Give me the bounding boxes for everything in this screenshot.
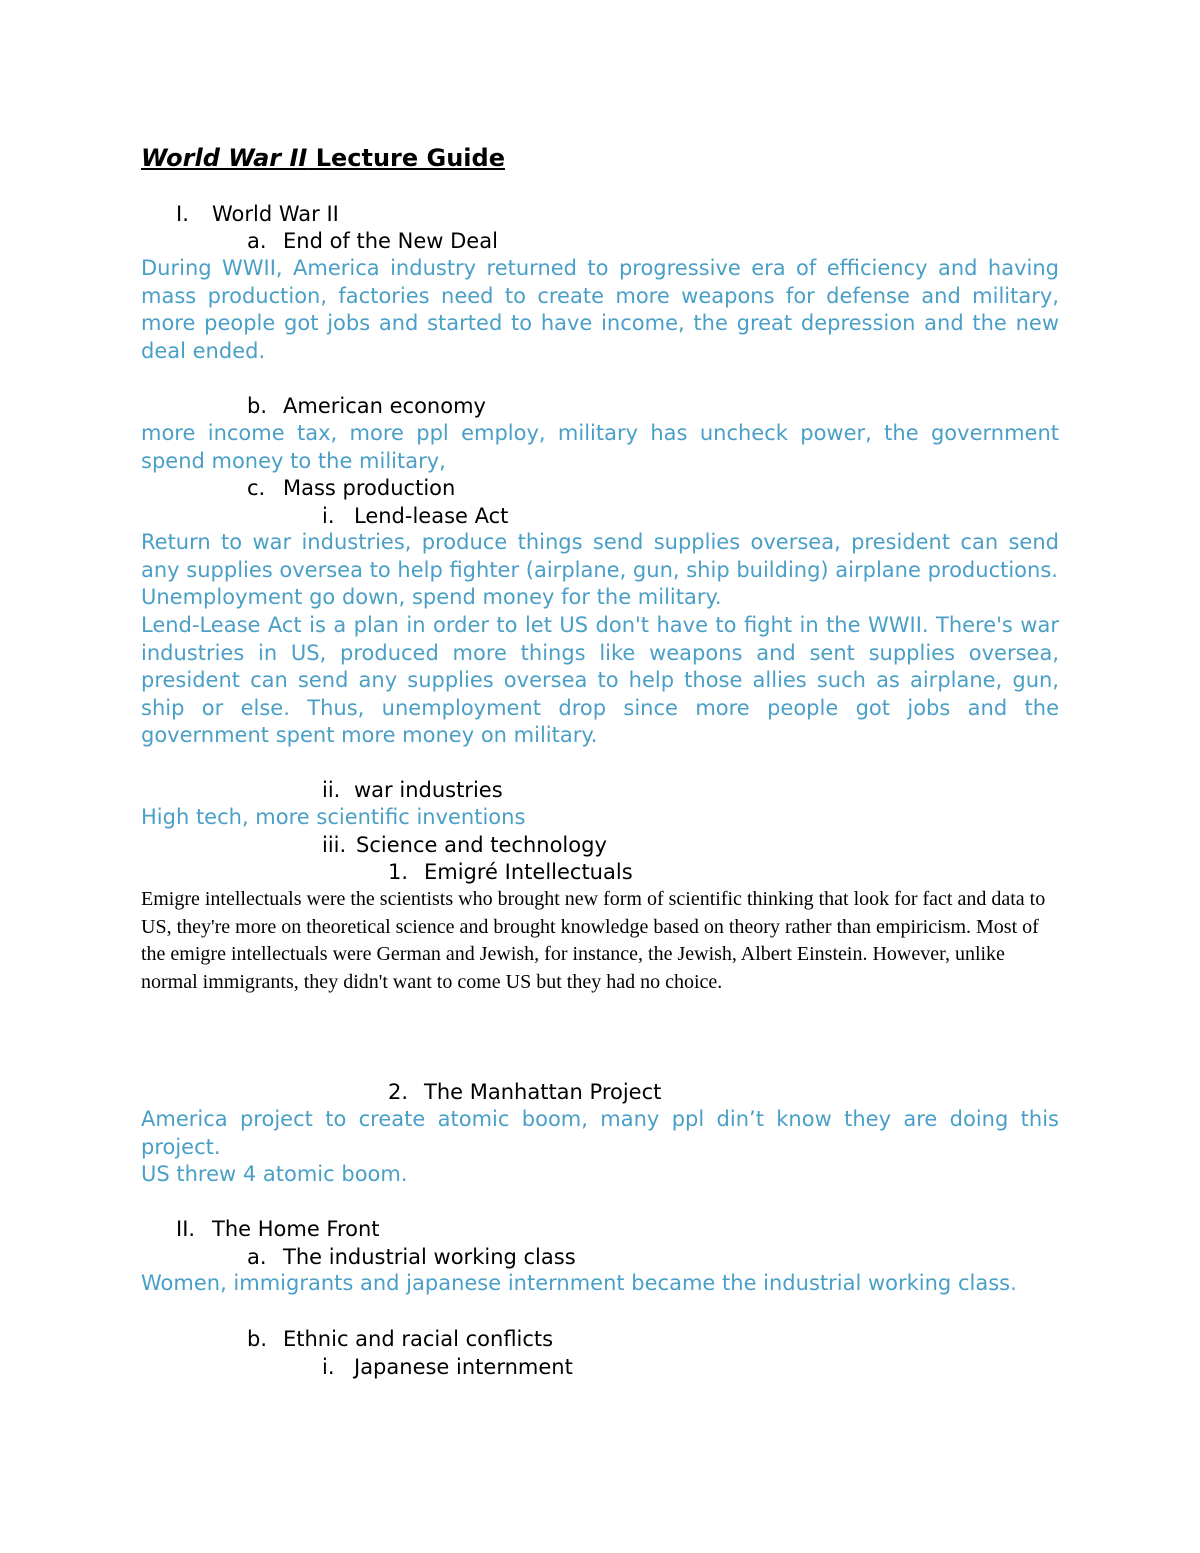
outline-marker: I.	[176, 202, 189, 226]
note-paragraph: Lend-Lease Act is a plan in order to let US don't have to fight in the WWII. There's war industries in US, produced more things like weapons and sent supplies oversea, president can send any supplies oversea to help those allies such as airplane, gun, ship or else. Thus, unemployment drop since more people got jobs and the government spent more money on military.	[141, 613, 1059, 747]
subsection-heading: American economy	[283, 394, 486, 418]
subsection-heading: Science and technology	[356, 833, 607, 857]
subsection-heading: Mass production	[283, 476, 456, 500]
subsection-heading: Emigré Intellectuals	[424, 860, 633, 884]
outline-marker: ii.	[322, 778, 341, 802]
note-paragraph: Women, immigrants and japanese internment became the industrial working class.	[141, 1271, 1017, 1295]
outline-marker: b.	[247, 1327, 268, 1351]
subsection-heading: The industrial working class	[283, 1245, 576, 1269]
subsection-heading: Ethnic and racial conflicts	[283, 1327, 554, 1351]
note-paragraph: High tech, more scientific inventions	[141, 805, 526, 829]
title-emphasis: World War II	[141, 144, 308, 172]
outline-marker: i.	[322, 1355, 335, 1379]
note-paragraph: Emigre intellectuals were the scientists who brought new form of scientific thinking that look for fact and data to US, they're more on theoretical science and brought knowledge based on theory rather than empiricism. Most of the emigre intellectuals were German and Jewish, for instance, the Jewish, Albert Einstein. However, unlike normal immigrants, they didn't want to come US but they had no choice.	[141, 888, 1046, 993]
outline-marker: 2.	[388, 1080, 409, 1104]
outline-marker: iii.	[322, 833, 347, 857]
outline-marker: 1.	[388, 860, 409, 884]
note-paragraph: Return to war industries, produce things send supplies oversea, president can send any supplies oversea to help fighter (airplane, gun, ship building) airplane productions.	[141, 530, 1059, 582]
note-paragraph: Unemployment go down, spend money for the military.	[141, 585, 722, 609]
outline-marker: a.	[247, 229, 267, 253]
section-heading: The Home Front	[212, 1217, 380, 1241]
note-paragraph: US threw 4 atomic boom.	[141, 1162, 408, 1186]
subsection-heading: Japanese internment	[354, 1355, 573, 1379]
page-title	[141, 142, 505, 174]
outline-marker: i.	[322, 504, 335, 528]
title-rest: Lecture Guide	[307, 144, 505, 172]
outline-marker: II.	[176, 1217, 196, 1241]
subsection-heading: Lend-lease Act	[354, 504, 509, 528]
section-heading: World War II	[212, 202, 339, 226]
subsection-heading: The Manhattan Project	[424, 1080, 662, 1104]
note-paragraph: During WWII, America industry returned to progressive era of efficiency and having mass production, factories need to create more weapons for defense and military, more people got jobs and started to have income, the great depression and the new deal ended.	[141, 256, 1059, 363]
outline-marker: a.	[247, 1245, 267, 1269]
outline-marker: c.	[247, 476, 266, 500]
outline-marker: b.	[247, 394, 268, 418]
note-paragraph: America project to create atomic boom, many ppl din’t know they are doing this project.	[141, 1107, 1059, 1159]
note-paragraph: more income tax, more ppl employ, military has uncheck power, the government spend money to the military,	[141, 421, 1059, 473]
subsection-heading: End of the New Deal	[283, 229, 498, 253]
subsection-heading: war industries	[354, 778, 503, 802]
